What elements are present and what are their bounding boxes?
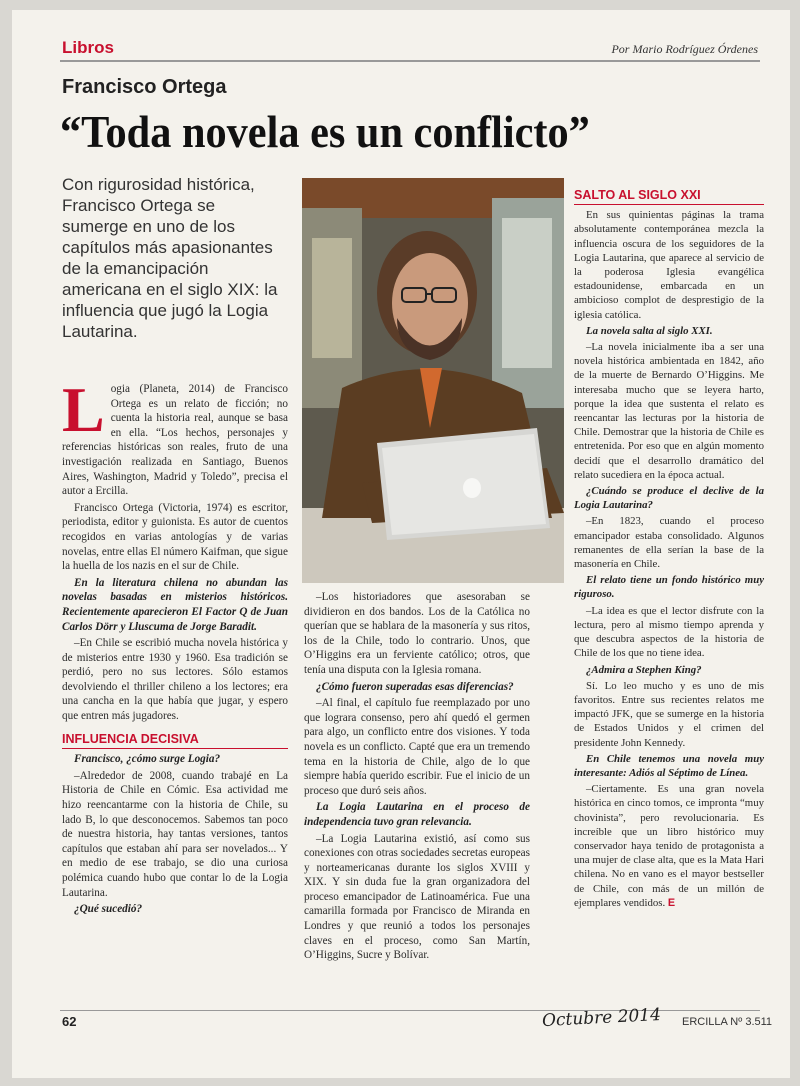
- interview-question: En Chile tenemos una novela muy interesante: Adiós al Séptimo de Línea.: [574, 752, 764, 779]
- magazine-name: ERCILLA Nº 3.511: [682, 1016, 773, 1028]
- apple-logo-icon: [463, 478, 481, 498]
- paragraph: –La Logia Lautarina existió, así como sus conexiones con otras sociedades secretas europeas y norteamericanas durante los siglos XVIII y XIX. Y sin duda fue la gran organizadora del proceso emancipador de Latinoamérica. Fue una camarilla formada por Francisco de Miranda en Londres y que reunió a todos los personajes claves en el proceso, como San Martín, O’Higgins, Sucre y Bolívar.: [304, 832, 530, 962]
- paragraph: –Los historiadores que asesoraban se dividieron en dos bandos. Los de la Católica no querían que se hablara de la masonería y sus ritos, los de la Chile, todo lo contrario. Unos, que O’Higgins era un ferviente católico; otros, que tenía una disputa con la Iglesia romana.: [304, 591, 530, 676]
- interview-question: Francisco, ¿cómo surge Logia?: [74, 753, 221, 766]
- end-mark: E: [667, 896, 676, 909]
- paragraph: –La idea es que el lector disfrute con la lectura, pero al mismo tiempo aprenda y que descubra aspectos de la historia de Chile de los que no tiene idea.: [574, 604, 764, 660]
- paragraph: Francisco Ortega (Victoria, 1974) es escritor, periodista, editor y guionista. Es autor de cuentos recogidos en varias antologías y de varias novelas, entre ellas El número Kaifman, que sigue la huella de los nazis en el sur de Chile.: [62, 501, 288, 573]
- paragraph: –Ciertamente. Es una gran novela histórica en cinco tomos, ce impronta “muy chovinista”, pero revolucionaria. Es increíble que un libro histórico muy conservador haya tenido de protagonista a una mujer de clase alta, que es la Mata Hari chilena. No en vano es el mayor bestseller de Chile, con más de un millón de ejemplares vendidos. E: [574, 783, 764, 909]
- subhead-influencia: INFLUENCIA DECISIVA: [62, 732, 288, 750]
- article-lead: Con rigurosidad histórica, Francisco Ortega se sumerge en uno de los capítulos más apasionantes de la emancipación americana en el siglo XIX: la influencia que jugó la Logia Lautarina.: [62, 175, 278, 341]
- interview-question: La novela salta al siglo XXI.: [586, 324, 713, 337]
- article-title: “Toda novela es un conflicto”: [60, 106, 590, 157]
- paragraph: –La novela inicialmente iba a ser una novela histórica ambientada en 1842, año de la muerte de Bernardo O’Higgins. Me interesaba mucho que se leyera harto, porque la idea que sustenta el relato es reencantar las lecturas por la historia de Chile. Demostrar que la historia de Chile es entretenida. Por eso que en algún momento decidí que el desarrollo dramático del relato sucediera en la época actual.: [574, 341, 764, 481]
- handwritten-date: Octubre 2014: [541, 1004, 662, 1032]
- column-2: [304, 590, 530, 965]
- byline: Por Mario Rodríguez Órdenes: [611, 42, 758, 56]
- interview-question: En la literatura chilena no abundan las novelas basadas en misterios históricos. Recientemente aparecieron El Factor Q de Juan Carlos Dörr y Lluscuma de Jorge Baradit.: [62, 576, 288, 633]
- paragraph: –Al final, el capítulo fue reemplazado por uno que lograra consenso, pero ahí quedó el germen para algo, un conflicto entre dos visiones. Y toda novela es un conflicto. Capté que era un tremendo tema en la historia de Chile, algo de lo que siempre había querido escribir. Fue el inicio de un proceso que duró seis años.: [304, 697, 530, 797]
- header-rule: [60, 60, 760, 62]
- section-label: Libros: [62, 38, 114, 57]
- paragraph: –En 1823, cuando el proceso emancipador estaba consolidado. Algunos remanentes de ella serían la base de la masonería en Chile.: [574, 515, 764, 571]
- page-number: 62: [62, 1014, 77, 1029]
- author-photo: [302, 178, 564, 583]
- author-photo-illustration: [302, 178, 564, 583]
- paragraph: –Alrededor de 2008, cuando trabajé en La Historia de Chile en Cómic. Esa actividad me hizo reencantarme con la historia de Chile, su lado B, lo que desconocemos. Sabemos tan poco de nuestra historia, hay tantas versiones, tantos capítulos que estaban ahí para ser novelados... Y en medio de ese trabajo, se dio una curiosa polémica cuando hubo que contar lo de la Logia Lautarina.: [62, 769, 288, 899]
- article-kicker: Francisco Ortega: [62, 76, 227, 98]
- interview-question: ¿Cuándo se produce el declive de la Logia Lautarina?: [574, 485, 764, 512]
- interview-question: ¿Cómo fueron superadas esas diferencias?: [316, 680, 514, 693]
- interview-question: El relato tiene un fondo histórico muy riguroso.: [574, 574, 764, 601]
- paragraph: En sus quinientas páginas la trama absolutamente contemporánea mezcla la influencia oscura de los seguidores de la Logia Lautarina, que aparece al servicio de la poderosa Iglesia evangélica estadounidense, embarcada en un ambicioso complot de desprestigio de la iglesia católica.: [574, 209, 764, 321]
- paragraph: –En Chile se escribió mucha novela histórica y de misterios entre 1930 y 1960. Esa tradición se perdió, pero no sus lectores. Sólo estamos devolviendo el thriller chileno a los lectores; era una cancha en la que había que jugar, y espero que entren más jugadores.: [62, 637, 288, 723]
- paragraph: Logia (Planeta, 2014) de Francisco Ortega es un relato de ficción; no cuenta la historia real, aunque se basa en ella. “Los hechos, personajes y referencias históricas son reales, fruto de una investigación realizada en Santiago, Buenos Aires, Washington, Madrid y Toledo”, precisa el autor a Ercilla.: [62, 374, 288, 498]
- interview-question: ¿Admira a Stephen King?: [586, 663, 702, 676]
- magazine-page: [12, 10, 790, 1078]
- drop-cap: L: [62, 374, 105, 445]
- column-1: [62, 374, 288, 919]
- interview-question: La Logia Lautarina en el proceso de independencia tuvo gran relevancia.: [304, 801, 530, 828]
- paragraph: Sí. Lo leo mucho y es uno de mis favoritos. Entre sus recientes relatos me impactó JFK, que se sumerge en la historia de Estados Unidos y el crimen del presidente John Kennedy.: [574, 679, 764, 749]
- column-3: [574, 188, 764, 912]
- subhead-salto: SALTO AL SIGLO XXI: [574, 188, 764, 205]
- interview-question: ¿Qué sucedió?: [74, 903, 143, 916]
